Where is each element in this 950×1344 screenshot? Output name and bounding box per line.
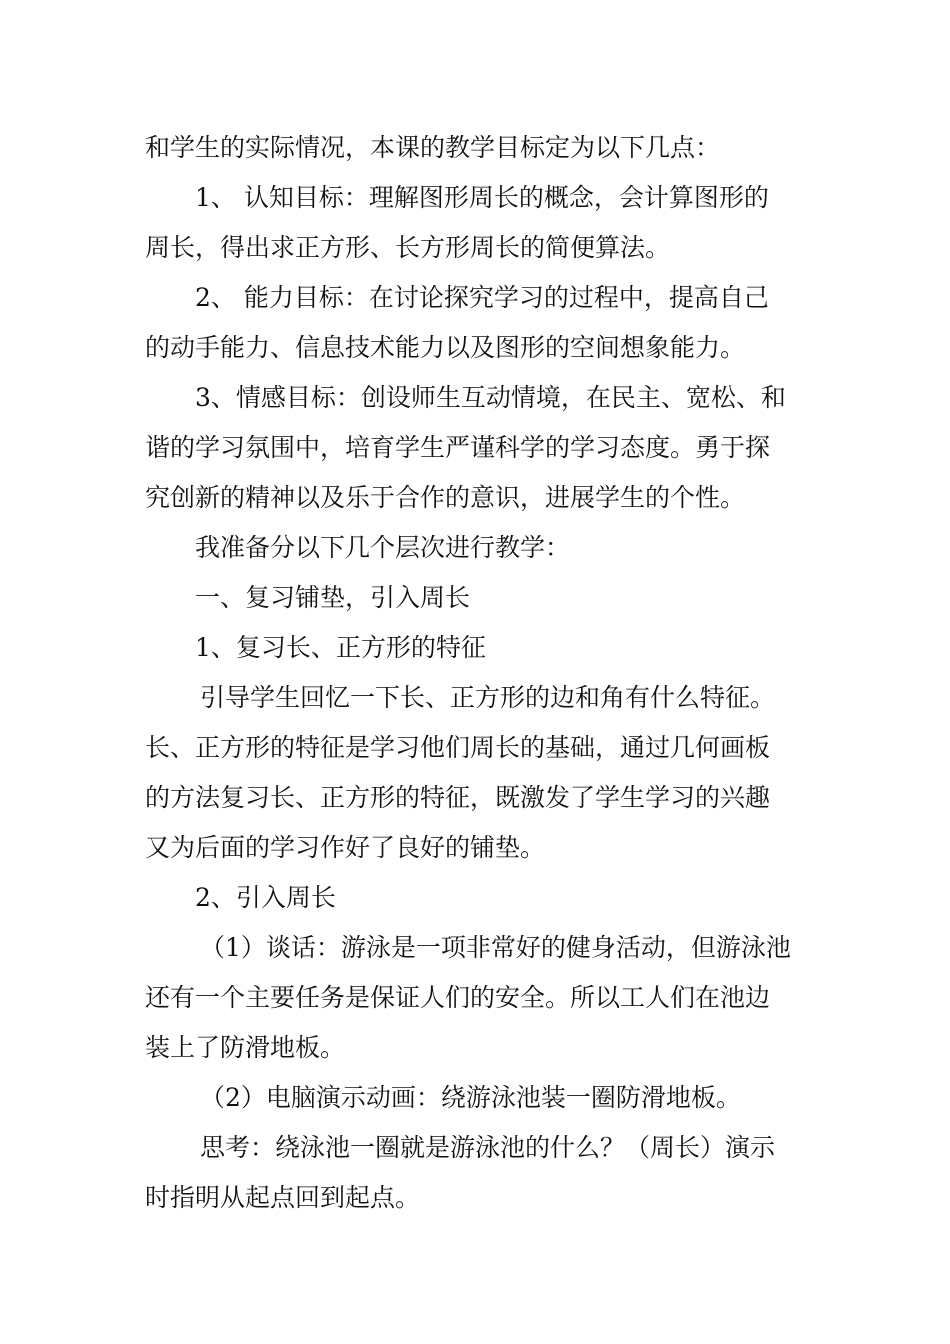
text-line: （2）电脑演示动画：绕游泳池装一圈防滑地板。 [200, 1083, 741, 1112]
text-line: 2、引入周长 [195, 883, 336, 912]
text-line: 思考：绕泳池一圈就是游泳池的什么？（周长）演示 [200, 1133, 776, 1162]
text-line: 和学生的实际情况，本课的教学目标定为以下几点： [145, 133, 721, 162]
text-line: 时指明从起点回到起点。 [145, 1183, 421, 1212]
text-line: 又为后面的学习作好了良好的铺垫。 [145, 833, 546, 862]
text-line: 的方法复习长、正方形的特征，既激发了学生学习的兴趣 [145, 783, 771, 812]
text-line: 3、情感目标：创设师生互动情境，在民主、宽松、和 [195, 383, 786, 412]
text-line: 装上了防滑地板。 [145, 1033, 346, 1062]
text-line: 一、复习铺垫，引入周长 [195, 583, 471, 612]
text-line: 究创新的精神以及乐于合作的意识，进展学生的个性。 [145, 483, 746, 512]
text-line: 我准备分以下几个层次进行教学： [195, 533, 571, 562]
text-line: 引导学生回忆一下长、正方形的边和角有什么特征。 [200, 683, 776, 712]
text-line: 2、 能力目标：在讨论探究学习的过程中，提高自己 [195, 283, 769, 312]
text-line: 周长，得出求正方形、长方形周长的简便算法。 [145, 233, 671, 262]
text-line: 谐的学习氛围中，培育学生严谨科学的学习态度。勇于探 [145, 433, 771, 462]
text-line: 还有一个主要任务是保证人们的安全。所以工人们在池边 [145, 983, 771, 1012]
text-line: 长、正方形的特征是学习他们周长的基础，通过几何画板 [145, 733, 771, 762]
text-line: （1）谈话：游泳是一项非常好的健身活动，但游泳池 [200, 933, 791, 962]
text-line: 1、 认知目标：理解图形周长的概念，会计算图形的 [195, 183, 769, 212]
text-line: 1、复习长、正方形的特征 [195, 633, 486, 662]
text-line: 的动手能力、信息技术能力以及图形的空间想象能力。 [145, 333, 746, 362]
